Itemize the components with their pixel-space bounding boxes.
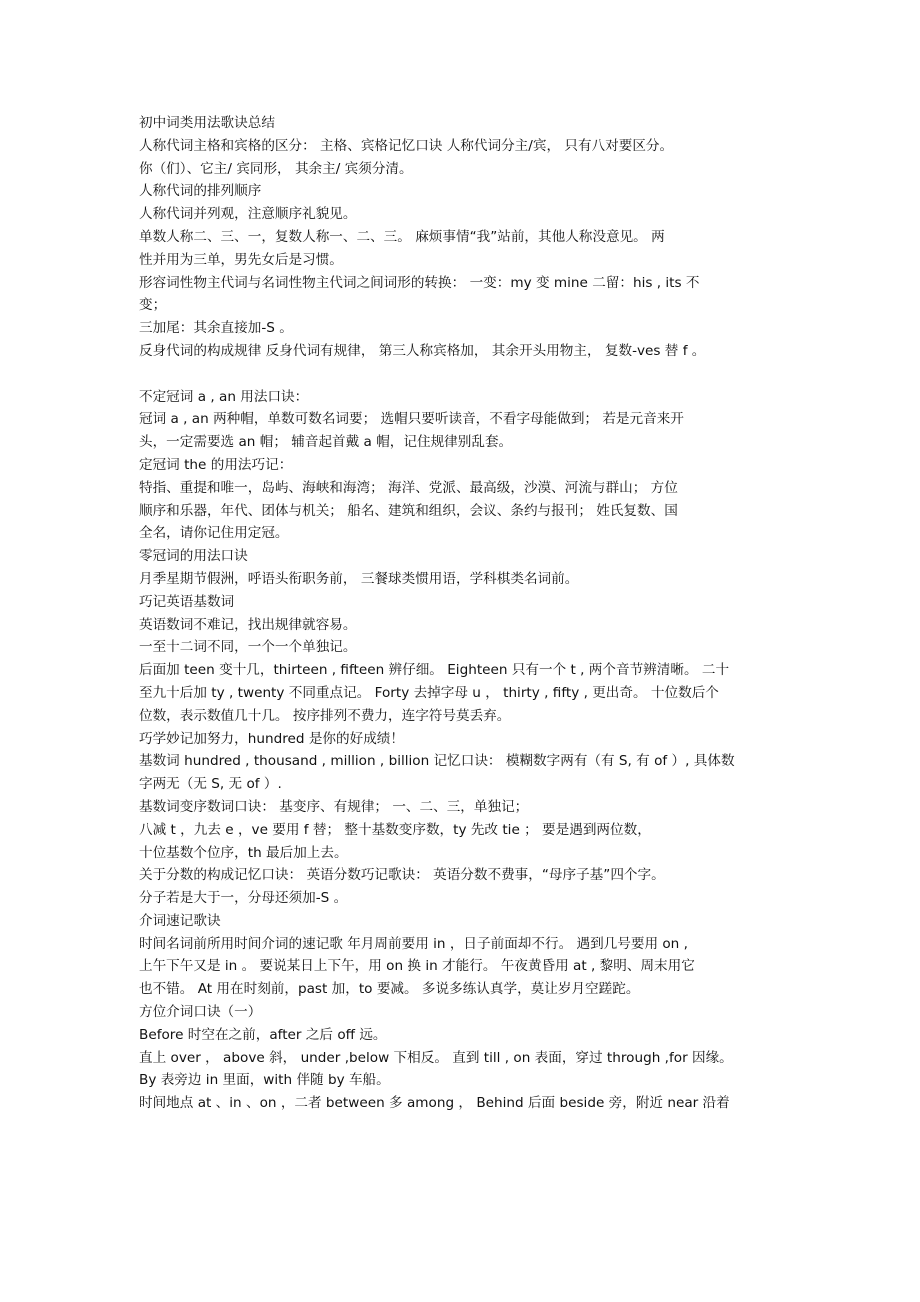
text-line: 字两无（无 S, 无 of ）. bbox=[139, 776, 282, 793]
text-line: 基数词变序数词口诀： 基变序、有规律； 一、二、三，单独记； bbox=[139, 798, 529, 815]
section-heading: 不定冠词 a , an 用法口诀： bbox=[139, 388, 309, 405]
text-line: 单数人称二、三、一，复数人称一、二、三。 麻烦事情“我”站前，其他人称没意见。 两 bbox=[139, 228, 665, 245]
text-line: 位数，表示数值几十几。 按序排列不费力，连字符号莫丢弃。 bbox=[139, 707, 511, 724]
text-line: 你（们）、它主/ 宾同形， 其余主/ 宾须分清。 bbox=[139, 160, 413, 177]
text-line: 英语数词不难记，找出规律就容易。 bbox=[139, 616, 357, 633]
text-line: 八减 t ，九去 e ，ve 要用 f 替； 整十基数变序数，ty 先改 tie ； 要是遇到两位数， bbox=[139, 821, 651, 838]
text-line: 直上 over ， above 斜， under ,below 下相反。 直到 till , on 表面，穿过 through ,for 因缘。 bbox=[139, 1049, 733, 1066]
text-line: 变； bbox=[139, 297, 167, 314]
text-line: 形容词性物主代词与名词性物主代词之间词形的转换： 一变：my 变 mine 二留：his , its 不 bbox=[139, 274, 700, 291]
section-heading: 介词速记歌诀 bbox=[139, 912, 221, 929]
text-line: 反身代词的构成规律 反身代词有规律， 第三人称宾格加， 其余开头用物主， 复数-ves 替 f 。 bbox=[139, 342, 706, 359]
text-line: 月季星期节假洲，呼语头衔职务前， 三餐球类惯用语，学科棋类名词前。 bbox=[139, 570, 579, 587]
text-line: 巧学妙记加努力，hundred 是你的好成绩！ bbox=[139, 730, 404, 747]
text-line: 性并用为三单，男先女后是习惯。 bbox=[139, 251, 343, 268]
text-line: 时间地点 at 、in 、on ，二者 between 多 among ， Behind 后面 beside 旁，附近 near 沿着 bbox=[139, 1095, 730, 1112]
text-line: 一至十二词不同，一个一个单独记。 bbox=[139, 639, 357, 656]
text-line: 也不错。 At 用在时刻前，past 加，to 要减。 多说多练认真学，莫让岁月空蹉跎。 bbox=[139, 981, 640, 998]
text-line: 头，一定需要选 an 帽； 辅音起首戴 a 帽，记住规律别乱套。 bbox=[139, 434, 513, 451]
text-line: 特指、重提和唯一，岛屿、海峡和海湾； 海洋、党派、最高级，沙漠、河流与群山； 方位 bbox=[139, 479, 678, 496]
text-line: 冠词 a , an 两种帽，单数可数名词要； 选帽只要听读音，不看字母能做到； 若是元音来开 bbox=[139, 411, 684, 428]
text-line: By 表旁边 in 里面，with 伴随 by 车船。 bbox=[139, 1072, 390, 1089]
blank-line bbox=[139, 363, 791, 386]
text-line: 分子若是大于一，分母还须加-S 。 bbox=[139, 890, 348, 907]
text-line: Before 时空在之前，after 之后 off 远。 bbox=[139, 1026, 387, 1043]
section-heading: 巧记英语基数词 bbox=[139, 593, 235, 610]
text-line: 后面加 teen 变十几，thirteen , fifteen 辨仔细。 Eighteen 只有一个 t , 两个音节辨清晰。 二十 bbox=[139, 662, 730, 679]
document-title: 初中词类用法歌诀总结 bbox=[139, 115, 275, 131]
document-body bbox=[139, 112, 791, 1115]
text-line: 十位基数个位序，th 最后加上去。 bbox=[139, 844, 348, 861]
section-heading: 人称代词的排列顺序 bbox=[139, 183, 262, 200]
text-line: 上午下午又是 in 。 要说某日上下午，用 on 换 in 才能行。 午夜黄昏用 at , 黎明、周末用它 bbox=[139, 958, 695, 975]
text-line: 时间名词前所用时间介词的速记歌 年月周前要用 in ，日子前面却不行。 遇到几号要用 on , bbox=[139, 935, 688, 952]
text-line: 基数词 hundred , thousand , million , billion 记忆口诀： 模糊数字两有（有 S, 有 of ）, 具体数 bbox=[139, 753, 735, 770]
text-line: 人称代词并列观，注意顺序礼貌见。 bbox=[139, 206, 357, 223]
text-line: 关于分数的构成记忆口诀： 英语分数巧记歌诀： 英语分数不费事，“母序子基”四个字。 bbox=[139, 867, 665, 884]
section-heading: 定冠词 the 的用法巧记： bbox=[139, 456, 293, 473]
text-line: 三加尾：其余直接加-S 。 bbox=[139, 320, 293, 337]
text-line: 至九十后加 ty , twenty 不同重点记。 Forty 去掉字母 u ， thirty , fifty , 更出奇。 十位数后个 bbox=[139, 684, 719, 701]
section-heading: 零冠词的用法口诀 bbox=[139, 548, 248, 565]
section-heading: 方位介词口诀（一） bbox=[139, 1004, 262, 1021]
text-line: 顺序和乐器，年代、团体与机关； 船名、建筑和组织，会议、条约与报刊； 姓氏复数、国 bbox=[139, 502, 678, 519]
text-line: 全名，请你记住用定冠。 bbox=[139, 525, 289, 542]
text-line: 人称代词主格和宾格的区分： 主格、宾格记忆口诀 人称代词分主/宾， 只有八对要区分。 bbox=[139, 137, 674, 154]
